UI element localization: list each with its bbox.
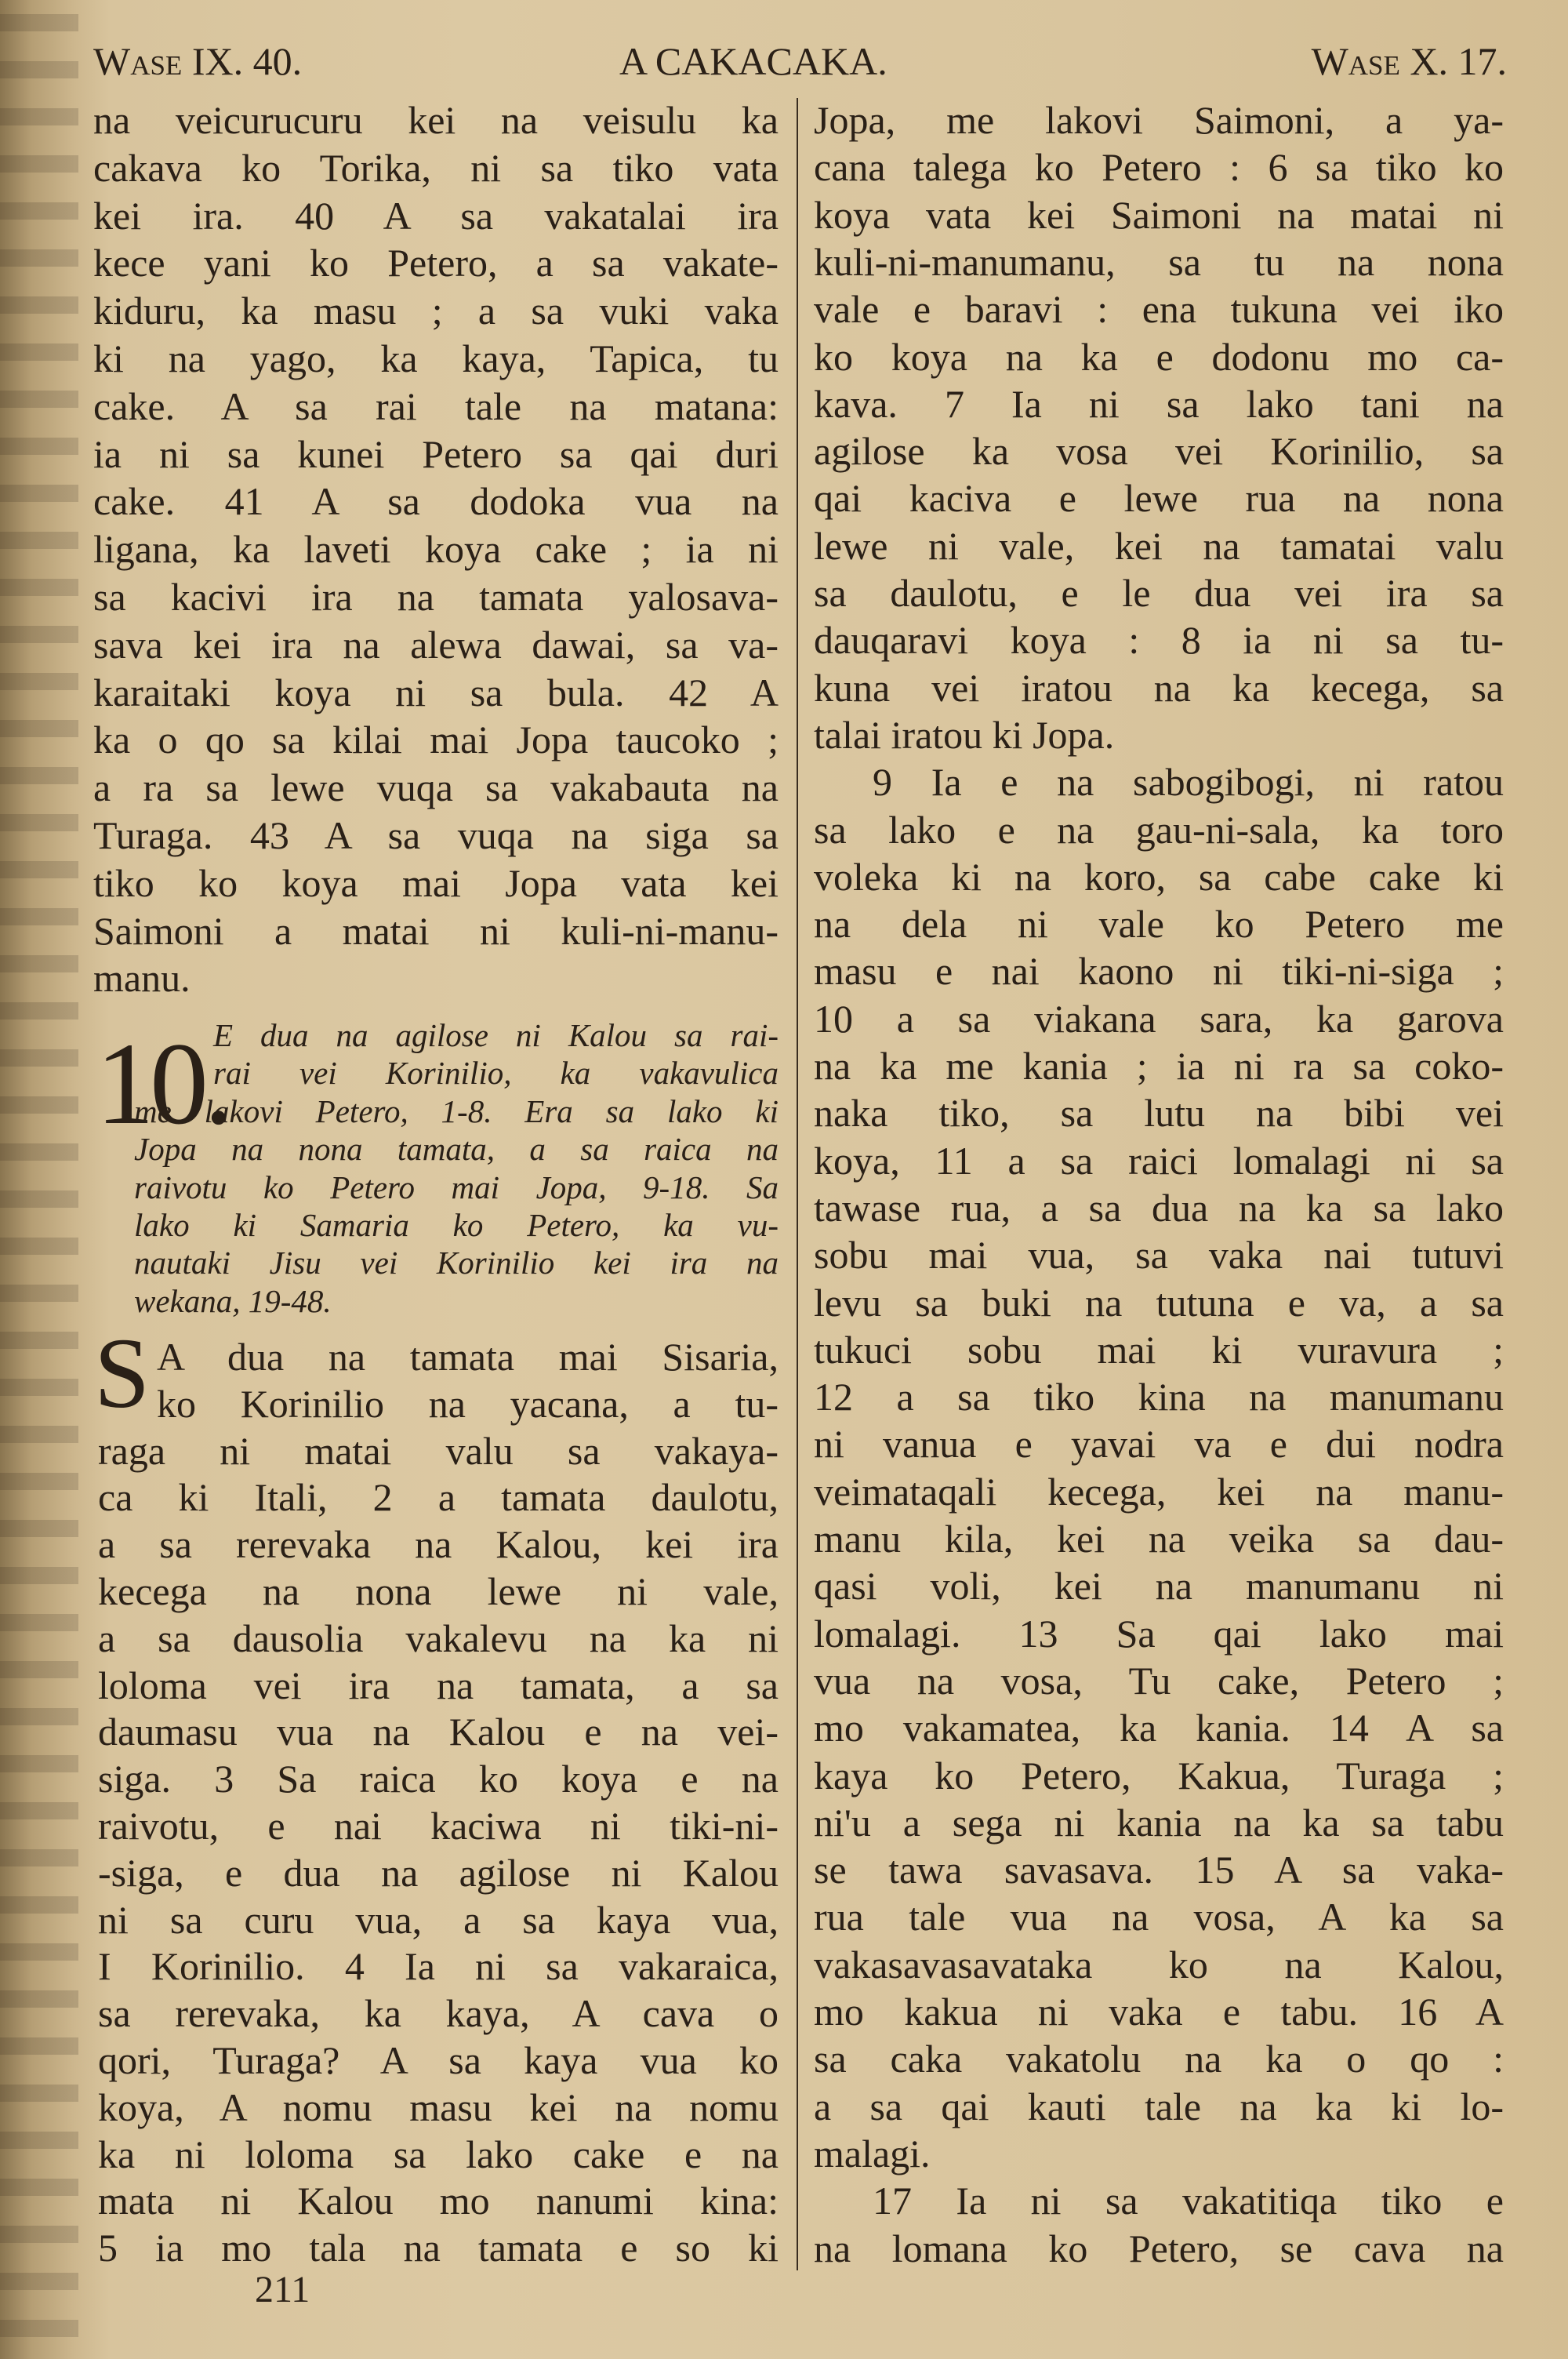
text-line: rai vei Korinilio, ka vakavulica: [213, 1055, 779, 1092]
text-line: talai iratou ki Jopa.: [814, 712, 1115, 757]
text-line: sa rerevaka, ka kaya, A cava o: [98, 1991, 779, 2036]
text-line: 12 a sa tiko kina na manumanu: [814, 1375, 1504, 1419]
text-line: A dua na tamata mai Sisaria,: [157, 1335, 779, 1379]
chapter-number: 10.: [96, 1019, 229, 1149]
text-line: naka tiko, sa lutu na bibi vei: [814, 1091, 1504, 1136]
text-line: 10 a sa viakana sara, ka garova: [814, 996, 1504, 1041]
text-line: raivotu, e nai kaciwa ni tiki-ni-: [98, 1804, 779, 1848]
text-line: ca ki Itali, 2 a tamata daulotu,: [98, 1475, 779, 1520]
text-line: Jopa na nona tamata, a sa raica na: [134, 1131, 779, 1168]
text-line: kei ira. 40 A sa vakatalai ira: [93, 193, 779, 238]
text-line: vua na vosa, Tu cake, Petero ;: [814, 1658, 1504, 1703]
text-line: koya, A nomu masu kei na nomu: [98, 2085, 779, 2129]
text-line: na dela ni vale ko Petero me: [814, 902, 1504, 947]
text-line: qasi voli, kei na manumanu ni: [814, 1564, 1504, 1608]
text-line: rua tale vua na vosa, A ka sa: [814, 1895, 1504, 1939]
text-line: 5 ia mo tala na tamata e so ki: [98, 2226, 779, 2270]
text-line: tukuci sobu mai ki vuravura ;: [814, 1327, 1504, 1372]
text-line: manu.: [93, 956, 191, 1001]
text-line: -siga, e dua na agilose ni Kalou: [98, 1850, 779, 1895]
text-line: sava kei ira na alewa dawai, sa va-: [93, 622, 779, 667]
text-line: Jopa, me lakovi Saimoni, a ya-: [814, 98, 1504, 142]
text-line: kaya ko Petero, Kakua, Turaga ;: [814, 1753, 1504, 1797]
text-line: kava. 7 Ia ni sa lako tani na: [814, 381, 1504, 426]
text-line: vale e baravi : ena tukuna vei iko: [814, 287, 1504, 332]
running-head-right: [1312, 38, 1507, 85]
text-line: se tawa savasava. 15 A sa vaka-: [814, 1848, 1504, 1892]
text-line: tawase rua, a sa dua na ka sa lako: [814, 1185, 1504, 1230]
text-line: sa daulotu, e le dua vei ira sa: [814, 571, 1504, 615]
text-line: kuna vei iratou na ka kecega, sa: [814, 665, 1504, 710]
text-line: vakasavasavataka ko na Kalou,: [814, 1942, 1504, 1986]
text-line: lako ki Samaria ko Petero, ka vu-: [134, 1207, 779, 1243]
text-line: ia ni sa kunei Petero sa qai duri: [93, 431, 779, 476]
text-line: cake. A sa rai tale na matana:: [93, 383, 779, 428]
text-line: kecega na nona lewe ni vale,: [98, 1569, 779, 1613]
text-line: ni sa curu vua, a sa kaya vua,: [98, 1897, 779, 1942]
book-name: Wase: [93, 39, 183, 83]
text-line: dauqaravi koya : 8 ia ni sa tu-: [814, 618, 1504, 663]
text-line: ni'u a sega ni kania na ka sa tabu: [814, 1800, 1504, 1845]
text-line: masu e nai kaono ni tiki-ni-siga ;: [814, 949, 1504, 994]
text-line: mo kakua ni vaka e tabu. 16 A: [814, 1990, 1504, 2034]
column-divider: [797, 98, 798, 2270]
text-line: cake. 41 A sa dodoka vua na: [93, 479, 779, 524]
text-line: a ra sa lewe vuqa sa vakabauta na: [93, 765, 779, 810]
text-line: tiko ko koya mai Jopa vata kei: [93, 860, 779, 905]
text-line: manu kila, kei na veika sa dau-: [814, 1517, 1504, 1561]
text-line: E dua na agilose ni Kalou sa rai-: [213, 1017, 779, 1053]
text-line: wekana, 19-48.: [134, 1282, 332, 1319]
text-line: na ka me kania ; ia ni ra sa coko-: [814, 1044, 1504, 1088]
running-head-left: [93, 38, 302, 85]
text-line: mo vakamatea, ka kania. 14 A sa: [814, 1706, 1504, 1750]
text-line: veimataqali kecega, kei na manu-: [814, 1469, 1504, 1514]
text-line: ki na yago, ka kaya, Tapica, tu: [93, 336, 779, 380]
text-line: a sa rerevaka na Kalou, kei ira: [98, 1522, 779, 1567]
text-line: ni vanua e yavai va e dui nodra: [814, 1422, 1504, 1467]
text-line: cakava ko Torika, ni sa tiko vata: [93, 145, 779, 190]
text-line: loloma vei ira na tamata, a sa: [98, 1663, 779, 1707]
text-line: lewe ni vale, kei na tamatai valu: [814, 523, 1504, 568]
text-line: a sa qai kauti tale na ka ki lo-: [814, 2084, 1504, 2128]
text-line: sa kacivi ira na tamata yalosava-: [93, 575, 779, 619]
text-line: cana talega ko Petero : 6 sa tiko ko: [814, 145, 1504, 190]
text-line: voleka ki na koro, sa cabe cake ki: [814, 854, 1504, 899]
text-line: kuli-ni-manumanu, sa tu na nona: [814, 239, 1504, 284]
text-line: 9 Ia e na sabogibogi, ni ratou: [873, 760, 1504, 805]
text-line: a sa dausolia vakalevu na ka ni: [98, 1616, 779, 1660]
text-line: ka o qo sa kilai mai Jopa taucoko ;: [93, 718, 779, 762]
text-line: malagi.: [814, 2131, 931, 2175]
text-line: sa caka vakatolu na ka o qo :: [814, 2037, 1504, 2081]
text-line: lomalagi. 13 Sa qai lako mai: [814, 1611, 1504, 1656]
text-line: ko koya na ka e dodonu mo ca-: [814, 334, 1504, 379]
text-line: na lomana ko Petero, se cava na: [814, 2226, 1504, 2270]
text-line: me lakovi Petero, 1-8. Era sa lako ki: [134, 1092, 779, 1129]
text-line: nautaki Jisu vei Korinilio kei ira na: [134, 1245, 779, 1281]
text-line: kece yani ko Petero, a sa vakate-: [93, 241, 779, 285]
text-line: kiduru, ka masu ; a sa vuki vaka: [93, 289, 779, 333]
page-number: 211: [255, 2269, 310, 2310]
chapter-verse: X. 17.: [1410, 39, 1507, 83]
text-line: sa lako e na gau-ni-sala, ka toro: [814, 807, 1504, 852]
text-line: koya, 11 a sa raici lomalagi ni sa: [814, 1138, 1504, 1183]
text-line: I Korinilio. 4 Ia ni sa vakaraica,: [98, 1944, 779, 1989]
text-line: qai kaciva e lewe rua na nona: [814, 476, 1504, 521]
drop-cap: S: [94, 1318, 151, 1429]
text-line: levu sa buki na tutuna e va, a sa: [814, 1280, 1504, 1325]
running-head-title: A CAKACAKA.: [619, 39, 887, 83]
book-name: Wase: [1311, 39, 1400, 83]
text-line: na veicurucuru kei na veisulu ka: [93, 98, 779, 142]
text-line: daumasu vua na Kalou e na vei-: [98, 1710, 779, 1754]
chapter-verse: IX. 40.: [191, 39, 303, 83]
text-line: Turaga. 43 A sa vuqa na siga sa: [93, 813, 779, 857]
text-line: 17 Ia ni sa vakatitiqa tiko e: [873, 2179, 1504, 2223]
text-line: ka ni loloma sa lako cake e na: [98, 2132, 779, 2176]
text-line: ko Korinilio na yacana, a tu-: [157, 1381, 779, 1426]
text-line: Saimoni a matai ni kuli-ni-manu-: [93, 908, 779, 953]
text-line: ligana, ka laveti koya cake ; ia ni: [93, 527, 779, 572]
text-line: sobu mai vua, sa vaka nai tutuvi: [814, 1233, 1504, 1278]
facing-page-gutter: [0, 0, 78, 2359]
text-line: karaitaki koya ni sa bula. 42 A: [93, 670, 779, 714]
text-line: agilose ka vosa vei Korinilio, sa: [814, 429, 1504, 474]
text-line: siga. 3 Sa raica ko koya e na: [98, 1757, 779, 1801]
text-line: qori, Turaga? A sa kaya vua ko: [98, 2038, 779, 2082]
text-line: mata ni Kalou mo nanumi kina:: [98, 2179, 779, 2223]
text-line: raga ni matai valu sa vakaya-: [98, 1428, 779, 1473]
text-line: koya vata kei Saimoni na matai ni: [814, 192, 1504, 237]
text-line: raivotu ko Petero mai Jopa, 9-18. Sa: [134, 1169, 779, 1205]
